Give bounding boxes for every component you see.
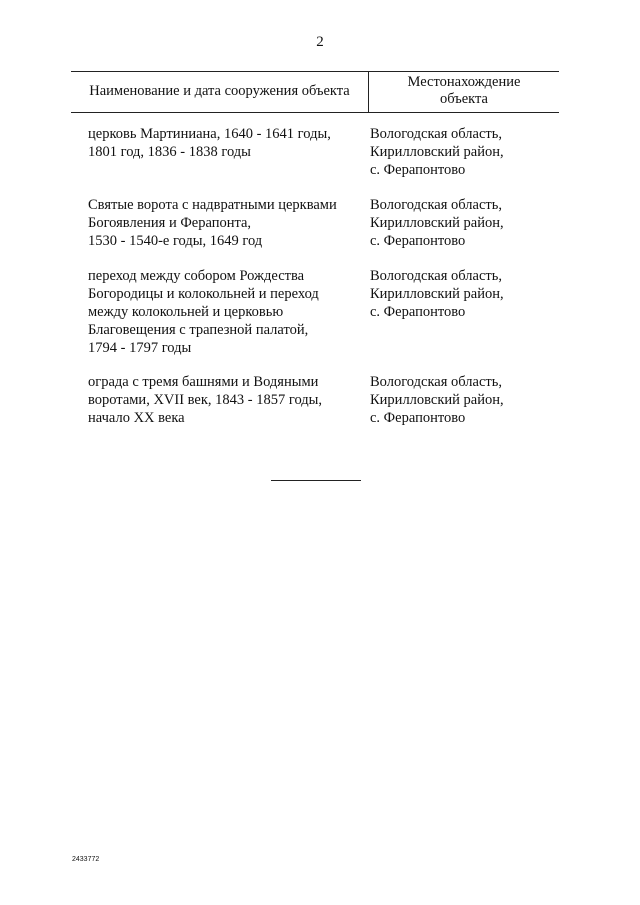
object-location xyxy=(370,373,550,427)
object-name-line: 1801 год, 1836 - 1838 годы xyxy=(88,144,251,160)
object-name-line: Богородицы и колокольней и переход xyxy=(88,286,319,302)
object-name-line: начало XX века xyxy=(88,410,185,426)
header-location-line: Местонахождение xyxy=(407,74,521,90)
header-name-column: Наименование и дата сооружения объекта xyxy=(89,83,350,99)
end-of-document-rule xyxy=(271,480,361,481)
object-name xyxy=(88,125,368,161)
object-name-line: Святые ворота с надвратными церквами xyxy=(88,197,337,213)
object-location-line: Вологодская область, xyxy=(370,268,502,284)
object-location-line: Вологодская область, xyxy=(370,126,502,142)
object-name-line: Богоявления и Ферапонта, xyxy=(88,215,252,231)
object-name-line: 1530 - 1540-е годы, 1649 год xyxy=(88,233,263,249)
object-location-line: с. Ферапонтово xyxy=(370,162,466,178)
header-location-line: объекта xyxy=(439,91,488,107)
object-location-line: Кирилловский район, xyxy=(370,215,504,231)
object-location xyxy=(370,267,550,321)
object-location-line: Вологодская область, xyxy=(370,197,502,213)
object-name-line: ограда с тремя башнями и Водяными xyxy=(88,374,319,390)
object-name-line: Благовещения с трапезной палатой, xyxy=(88,322,309,338)
object-location-line: с. Ферапонтово xyxy=(370,304,466,320)
object-name xyxy=(88,196,368,250)
table-header xyxy=(71,71,559,113)
object-location-line: Кирилловский район, xyxy=(370,286,504,302)
object-location-line: с. Ферапонтово xyxy=(370,410,466,426)
object-location xyxy=(370,196,550,250)
header-location-column xyxy=(369,74,559,108)
object-name-line: церковь Мартиниана, 1640 - 1641 годы, xyxy=(88,126,331,142)
object-name-line: воротами, XVII век, 1843 - 1857 годы, xyxy=(88,392,323,408)
object-name-line: переход между собором Рождества xyxy=(88,268,305,284)
document-id: 2433772 xyxy=(72,856,100,863)
object-name xyxy=(88,267,368,357)
object-location-line: Кирилловский район, xyxy=(370,392,504,408)
object-name-line: между колокольней и церковью xyxy=(88,304,284,320)
object-location-line: с. Ферапонтово xyxy=(370,233,466,249)
page-number: 2 xyxy=(316,34,324,50)
object-location-line: Вологодская область, xyxy=(370,374,502,390)
object-location xyxy=(370,125,550,179)
object-location-line: Кирилловский район, xyxy=(370,144,504,160)
object-name-line: 1794 - 1797 годы xyxy=(88,340,192,356)
object-name xyxy=(88,373,368,427)
